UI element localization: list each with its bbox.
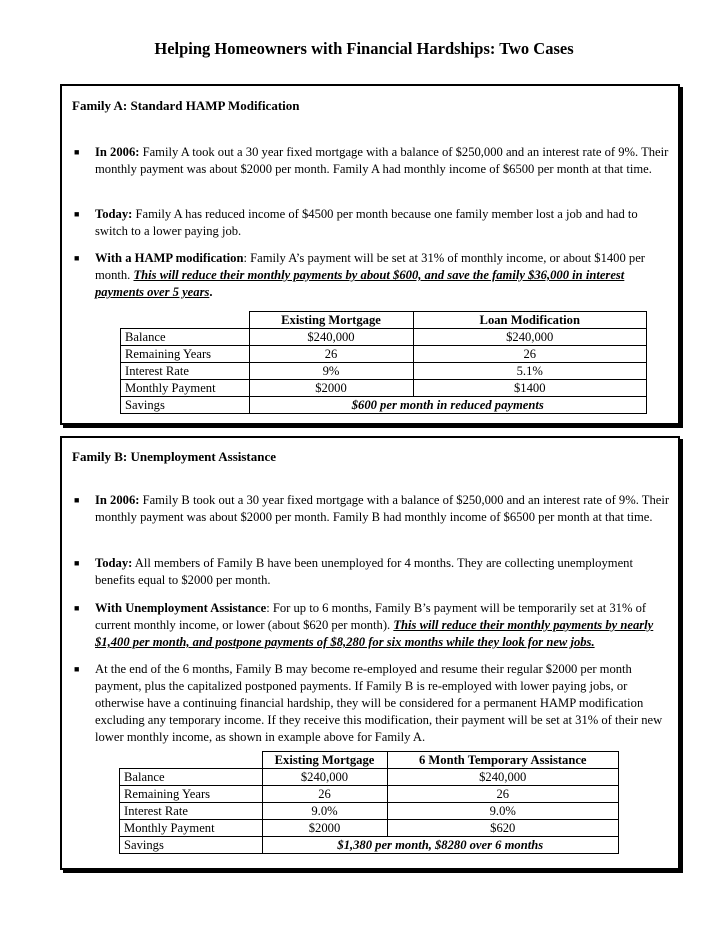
family-b-section	[60, 436, 680, 870]
bullet-icon: ■	[74, 147, 80, 157]
table-row: Balance $240,000 $240,000	[120, 769, 619, 786]
table-row: Monthly Payment $2000 $620	[120, 820, 619, 837]
family-b-item-assistance: ■ With Unemployment Assistance: For up to 6 months, Family B’s payment will be temporarily set at 31% of current monthly income, or lower (about $620 per month). This will reduce their monthly payments by nearly $1,400 per month, and postpone payments of $8,280 for six months while they look for new jobs.	[74, 601, 654, 649]
table-header: Existing Mortgage	[249, 312, 413, 329]
family-b-item-2006: ■ In 2006: Family B took out a 30 year fixed mortgage with a balance of $250,000 and an interest rate of 9%. Their monthly payment was about $2000 per month. Family B had monthly income of $6500 per month at that time.	[74, 493, 670, 524]
family-b-table	[119, 751, 619, 854]
table-header: Loan Modification	[413, 312, 647, 329]
family-b-item-end: ■ At the end of the 6 months, Family B may become re-employed and resume their regular $2000 per month payment, plus the capitalized postponed payments. If Family B is re-employed with lower paying jobs, or otherwise have a continuing financial hardship, they will be considered for a permanent HAMP modification excluding any temporary income. If they receive this modification, their payment will be set at 31% of their new lower monthly income, as shown in example above for Family A.	[74, 662, 663, 744]
table-header: Existing Mortgage	[262, 752, 387, 769]
table-row: Remaining Years 26 26	[121, 346, 647, 363]
family-b-heading: Family B: Unemployment Assistance	[72, 449, 277, 464]
family-b-item-today: ■ Today: All members of Family B have been unemployed for 4 months. They are collecting unemployment benefits equal to $2000 per month.	[74, 556, 633, 587]
table-row: Interest Rate 9.0% 9.0%	[120, 803, 619, 820]
family-a-table	[120, 311, 647, 414]
bullet-icon: ■	[74, 603, 80, 613]
family-a-item-hamp: ■ With a HAMP modification: Family A’s payment will be set at 31% of monthly income, or about $1400 per month. This will reduce their monthly payments by about $600, and save the family $36,000 in interest payments over 5 years.	[74, 251, 645, 299]
table-header: 6 Month Temporary Assistance	[387, 752, 619, 769]
bullet-icon: ■	[74, 209, 80, 219]
bullet-icon: ■	[74, 495, 80, 505]
bullet-icon: ■	[74, 558, 80, 568]
table-row: Savings $600 per month in reduced payments	[121, 397, 647, 414]
family-a-section	[60, 84, 680, 425]
bullet-icon: ■	[74, 253, 80, 263]
page-title: Helping Homeowners with Financial Hardships: Two Cases	[154, 39, 574, 58]
family-a-item-today: ■ Today: Family A has reduced income of $4500 per month because one family member lost a job and had to switch to a lower paying job.	[74, 207, 638, 238]
table-row: Monthly Payment $2000 $1400	[121, 380, 647, 397]
family-a-heading: Family A: Standard HAMP Modification	[72, 98, 300, 113]
table-row: Balance $240,000 $240,000	[121, 329, 647, 346]
table-row: Interest Rate 9% 5.1%	[121, 363, 647, 380]
bullet-icon: ■	[74, 664, 80, 674]
table-row: Savings $1,380 per month, $8280 over 6 months	[120, 837, 619, 854]
table-row: Remaining Years 26 26	[120, 786, 619, 803]
family-a-item-2006: ■ In 2006: Family A took out a 30 year fixed mortgage with a balance of $250,000 and an interest rate of 9%. Their monthly payment was about $2000 per month. Family A had monthly income of $6500 per month at that time.	[74, 145, 669, 176]
